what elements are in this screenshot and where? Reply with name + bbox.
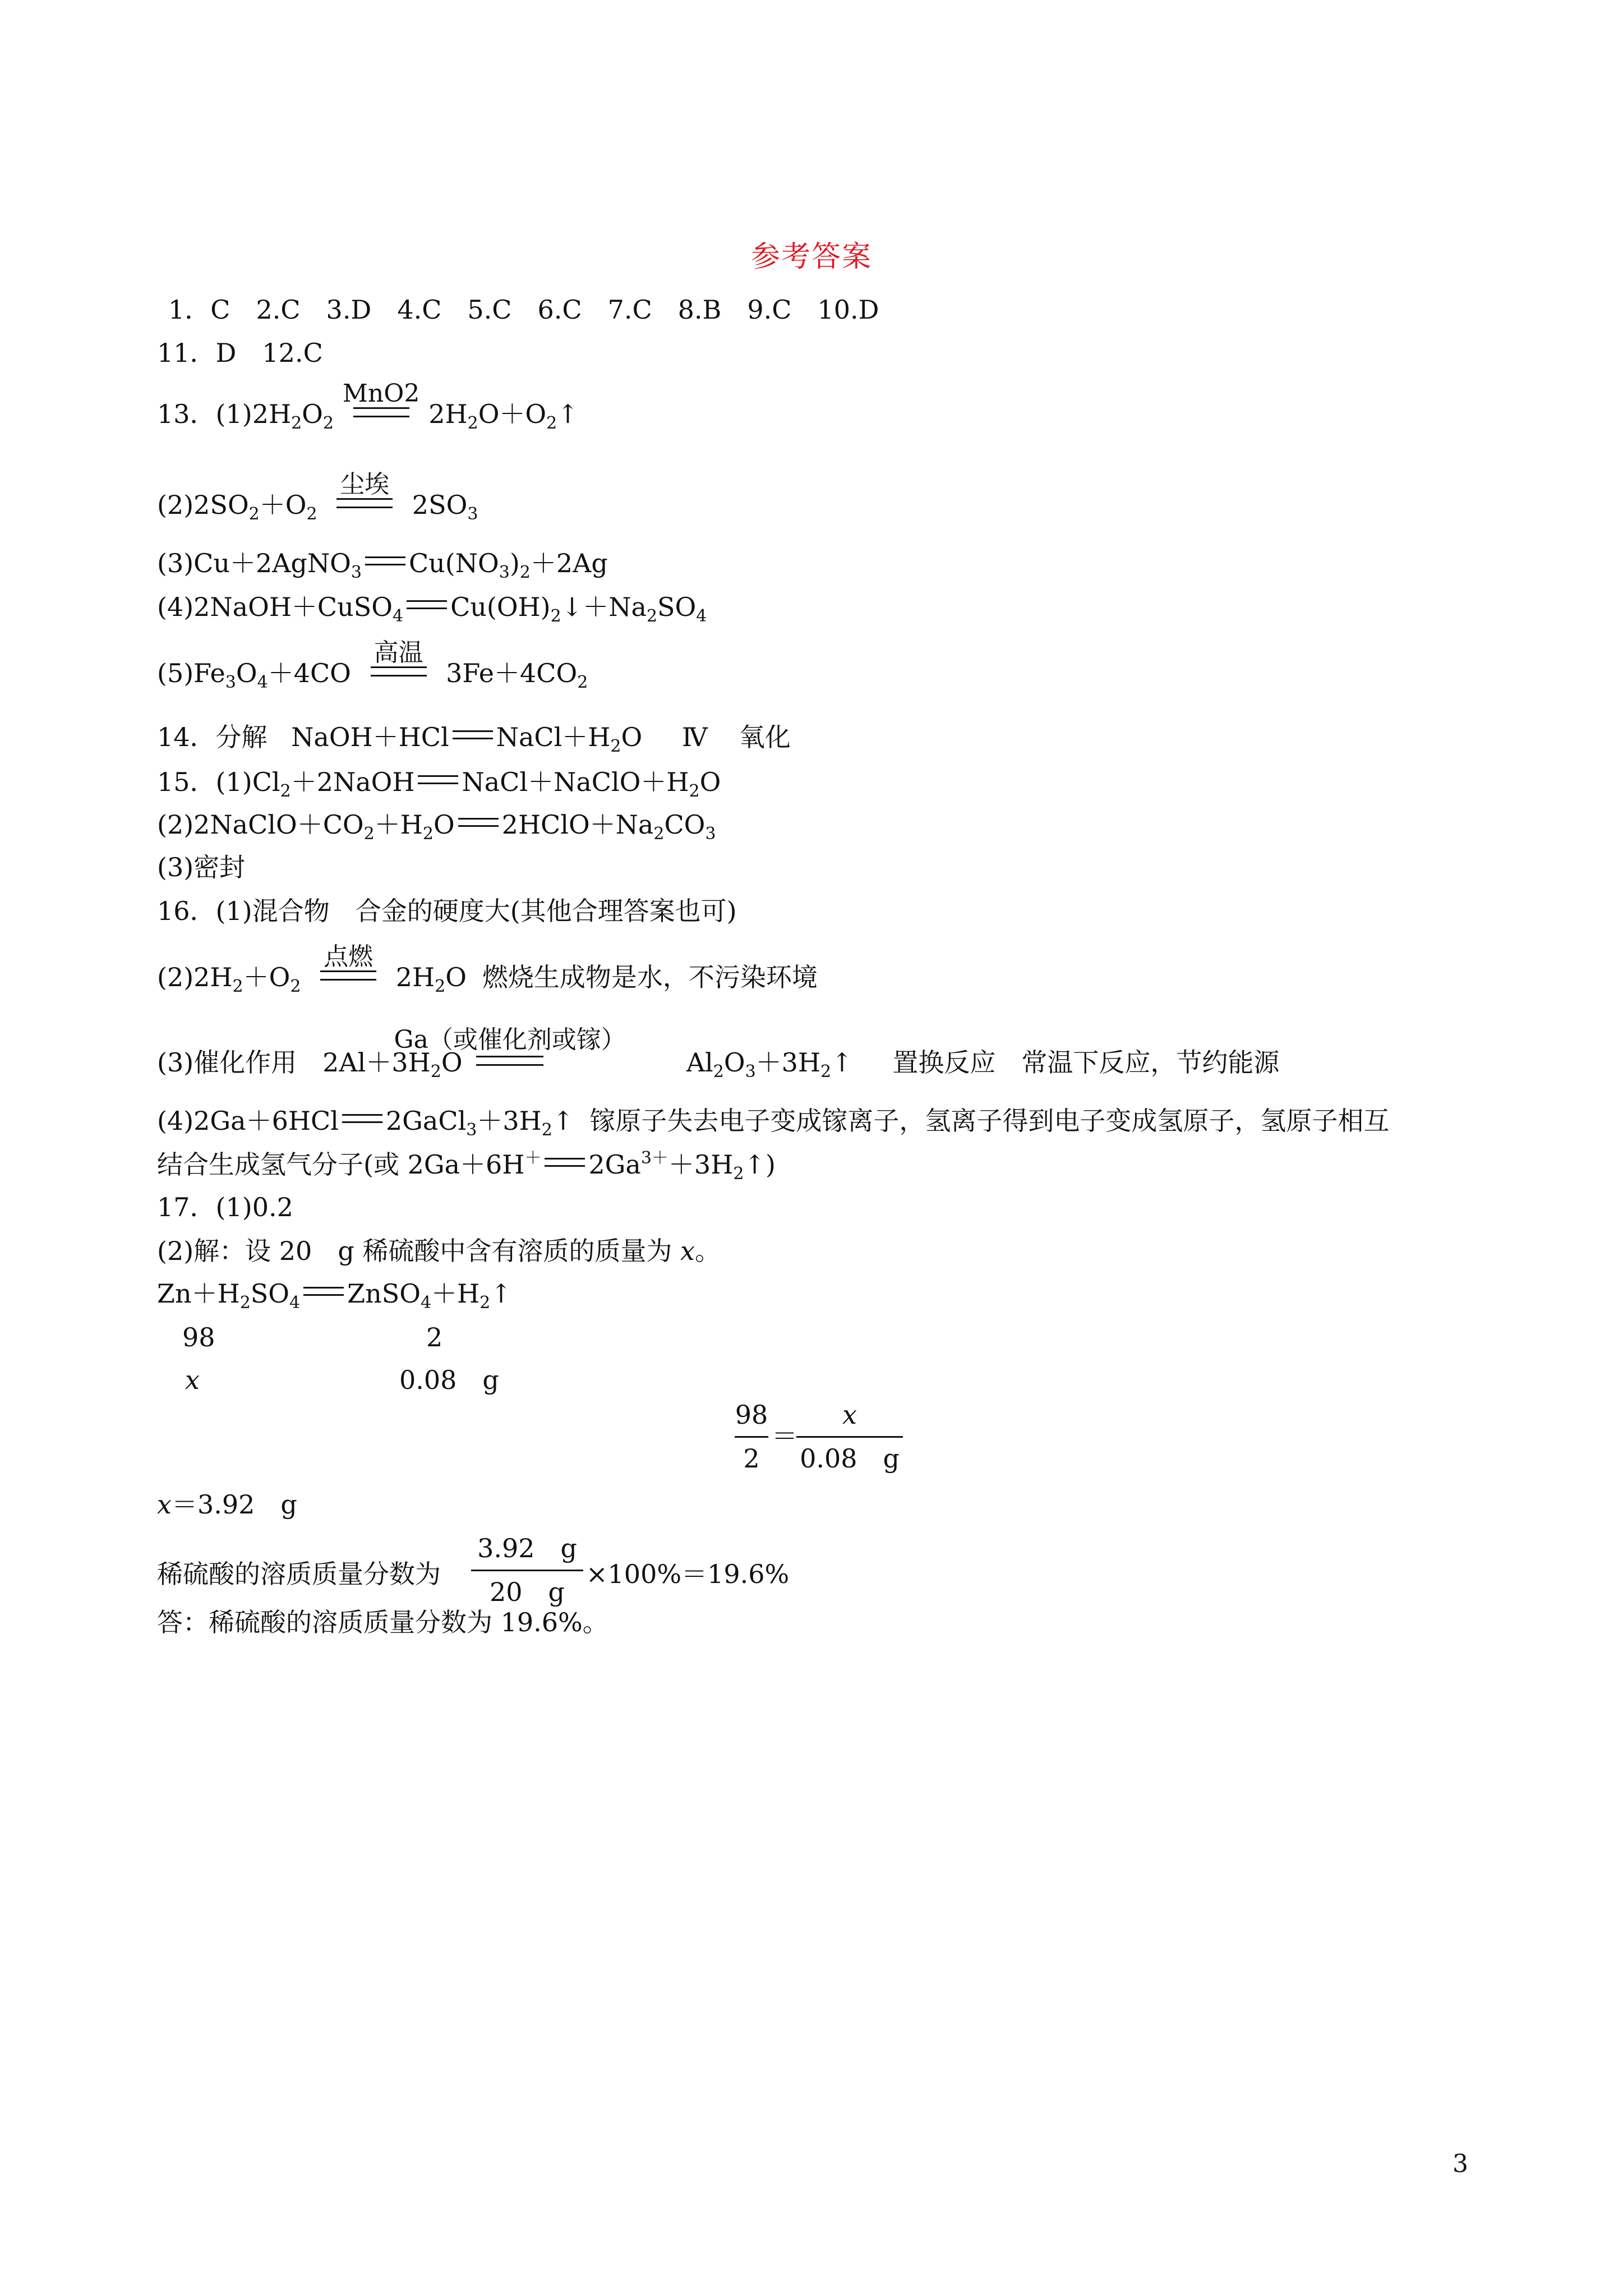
reaction-condition: 点燃 xyxy=(320,959,376,995)
q15-part2: $(2)2NaClO+CO_2+H_2O$ $2HClO+Na_2CO_3$ xyxy=(157,809,716,844)
q16-part3: (3)催化作用 $2Al+3H_2O$ Ga（或催化剂或镓） $Al_2O_3+3H_2↑$ 置换反应 常温下反应，节约能源 xyxy=(157,1025,1280,1082)
q13-part1: 13．$(1)2H_2O_2$ MnO2 $2H_2O+O_2↑$ xyxy=(157,379,579,433)
q17-proportion: 98 2 ＝ x 0.08 g xyxy=(735,1397,903,1487)
q16-part1: 16．(1)混合物 合金的硬度大(其他合理答案也可) xyxy=(157,896,737,926)
q17-concentration-tail: ×100%＝19.6% xyxy=(586,1559,790,1589)
q13-part4: (4)2NaOH＋CuSO$_4$ $Cu(OH)_2↓+Na_2SO_4$ xyxy=(157,592,707,626)
q17-result: x＝3.92 g xyxy=(157,1489,297,1520)
q17-mass-2: 2 xyxy=(426,1322,443,1352)
q16-part2: $(2)2H_2+O_2$ 点燃 $2H_2O$ 燃烧生成物是水，不污染环境 xyxy=(157,942,818,996)
q17-part2: (2)解：设 20 g 稀硫酸中含有溶质的质量为 x。 xyxy=(157,1236,721,1266)
q15-part3: (3)密封 xyxy=(157,852,246,882)
q17-answer: 答：稀硫酸的溶质质量分数为 19.6%。 xyxy=(157,1607,608,1637)
q16-part4: (4)2Ga＋6HCl $2GaCl_3+3H_2↑$ 镓原子失去电子变成镓离子，氢离子得到电子变成氢原子，氢原子相互 xyxy=(157,1106,1390,1140)
reaction-condition: Ga（或催化剂或镓） xyxy=(476,1045,543,1080)
page-number: 3 xyxy=(1453,2150,1468,2178)
answers-line-1: 1．C 2.C 3.D 4.C 5.C 6.C 7.C 8.B 9.C 10.D xyxy=(168,295,879,325)
q15-part1: 15．$(1)Cl_2+2NaOH$ $NaCl+NaClO+H_2O$ xyxy=(157,767,721,801)
q17-mass-98: 98 xyxy=(182,1322,215,1352)
q13-part2: $(2)2SO_2+O_2$ 尘埃 $2SO_3$ xyxy=(157,470,478,524)
reaction-condition: MnO2 xyxy=(353,396,409,432)
q17-equation: $Zn+H_2SO_4$ $ZnSO_4+H_2↑$ xyxy=(157,1278,512,1313)
q17-concentration-label: 稀硫酸的溶质质量分数为 xyxy=(157,1559,441,1589)
q17-concentration-fraction: 3.92 g 20 g xyxy=(471,1530,583,1620)
reaction-condition: 高温 xyxy=(371,655,427,691)
q13-part3: (3)Cu＋2AgNO$_3$ $Cu(NO_3)_2+2Ag$ xyxy=(157,548,608,582)
q17-part1: 17．(1)0.2 xyxy=(157,1192,293,1222)
reaction-condition: 尘埃 xyxy=(336,487,393,523)
q16-part4-cont: 结合生成氢气分子(或 2Ga＋6H＋ $2Ga^{3+}+3H_2↑$) xyxy=(157,1148,776,1184)
q17-mass-008: 0.08 g xyxy=(399,1365,499,1395)
q14: 14．分解 NaOH＋HCl $NaCl+H_2O$ Ⅳ 氧化 xyxy=(157,722,791,756)
q17-var-x: x xyxy=(185,1365,200,1395)
page-title: 参考答案 xyxy=(750,240,872,274)
q13-part5: $(5)Fe_3O_4+4CO$ 高温 $3Fe+4CO_2$ xyxy=(157,638,588,692)
answers-line-2: 11．D 12.C xyxy=(157,338,323,368)
